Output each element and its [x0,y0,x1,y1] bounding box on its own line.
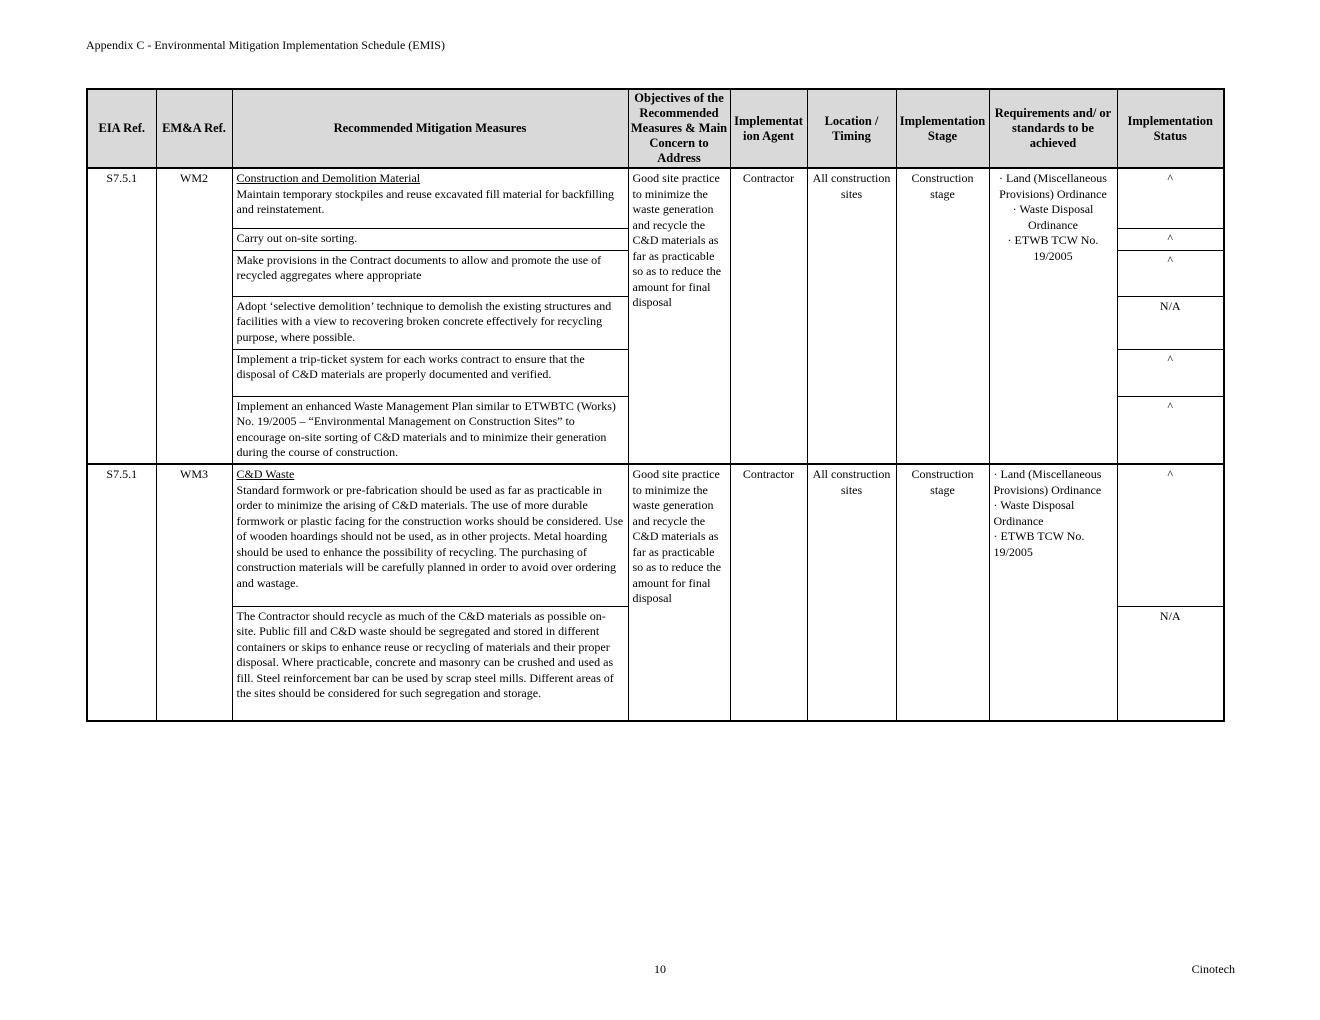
col-header-eia-ref: EIA Ref. [87,89,156,168]
measure-heading: Construction and Demolition Material [236,171,421,185]
ema-ref-cell: WM2 [156,168,232,464]
agent-cell: Contractor [730,168,807,464]
col-header-location: Location / Timing [807,89,896,168]
measure-text: Maintain temporary stockpiles and reuse excavated fill material for backfilling and reinstatement. [236,186,615,216]
measure-cell: Make provisions in the Contract documents to allow and promote the use of recycled aggregates where appropriate [232,250,628,296]
eia-ref-cell: S7.5.1 [87,464,156,721]
measure-cell: Implement an enhanced Waste Management Plan similar to ETWBTC (Works) No. 19/2005 – “Environmental Management on Construction Sites” to encourage on-site sorting of C&D materials and to minimize their generation during the course of construction. [232,396,628,464]
emis-table [86,88,1225,722]
col-header-requirements: Requirements and/ or standards to be achieved [989,89,1117,168]
status-cell: ^ [1117,168,1224,228]
measure-cell: The Contractor should recycle as much of the C&D materials as possible on-site. Public fill and C&D waste should be segregated and stored in different containers or skips to enhance reuse or recycling of materials and their proper disposal. Where practicable, concrete and masonry can be crushed and used as fill. Steel reinforcement bar can be used by scrap steel mills. Different areas of the sites should be considered for such segregation and storage. [232,606,628,721]
measure-cell: Implement a trip-ticket system for each works contract to ensure that the disposal of C&D materials are properly documented and verified. [232,349,628,396]
table-header-row [87,89,1224,168]
col-header-objectives: Objectives of the Recommended Measures & Main Concern to Address [628,89,730,168]
col-header-stage: Implementation Stage [896,89,989,168]
objectives-cell: Good site practice to minimize the waste generation and recycle the C&D materials as far as practicable so as to reduce the amount for final disposal [628,168,730,464]
stage-cell: Construction stage [896,464,989,721]
measure-cell: Adopt ‘selective demolition’ technique to demolish the existing structures and facilities with a view to recovering broken concrete effectively for recycling purpose, where possible. [232,296,628,349]
col-header-status: Implementation Status [1117,89,1224,168]
requirement-item: · Land (Miscellaneous Provisions) Ordinance [999,171,1107,201]
requirement-item: · Waste Disposal Ordinance [1012,202,1094,232]
requirement-item: · Land (Miscellaneous Provisions) Ordinance [993,467,1102,497]
location-cell: All construction sites [807,464,896,721]
agent-cell: Contractor [730,464,807,721]
location-cell: All construction sites [807,168,896,464]
eia-ref-cell: S7.5.1 [87,168,156,464]
col-header-ema-ref: EM&A Ref. [156,89,232,168]
requirement-item: · Waste Disposal Ordinance [993,498,1075,528]
requirements-cell [989,168,1117,464]
page-number: 10 [654,962,666,976]
stage-cell: Construction stage [896,168,989,464]
measure-cell: Carry out on-site sorting. [232,228,628,250]
row-group-wm2 [87,168,1224,464]
ema-ref-cell: WM3 [156,464,232,721]
col-header-agent: Implementation Agent [730,89,807,168]
row-group-wm3 [87,464,1224,721]
objectives-cell: Good site practice to minimize the waste generation and recycle the C&D materials as far as practicable so as to reduce the amount for final disposal [628,464,730,721]
requirement-item: · ETWB TCW No. 19/2005 [993,529,1085,559]
measure-cell [232,464,628,606]
table-row [87,464,1224,606]
status-cell: ^ [1117,396,1224,464]
col-header-measures: Recommended Mitigation Measures [232,89,628,168]
status-cell: ^ [1117,228,1224,250]
status-cell: ^ [1117,464,1224,606]
requirements-cell [989,464,1117,721]
table-row [87,168,1224,228]
measure-cell [232,168,628,228]
status-cell: N/A [1117,296,1224,349]
measure-heading: C&D Waste [236,467,295,481]
status-cell: ^ [1117,349,1224,396]
footer-brand: Cinotech [1191,962,1235,976]
status-cell: N/A [1117,606,1224,721]
measure-text: Standard formwork or pre-fabrication should be used as far as practicable in order to minimize the arising of C&D materials. The use of more durable formwork or plastic facing for the construction works should be considered. Use of wooden hoardings should not be used, as in other projects. Metal hoarding should be used to enhance the possibility of recycling. The purchasing of construction materials will be carefully planned in order to avoid over ordering and wastage. [236,482,624,590]
requirement-item: · ETWB TCW No. 19/2005 [1007,233,1099,263]
status-cell: ^ [1117,250,1224,296]
doc-title: Appendix C - Environmental Mitigation Implementation Schedule (EMIS) [86,38,445,52]
